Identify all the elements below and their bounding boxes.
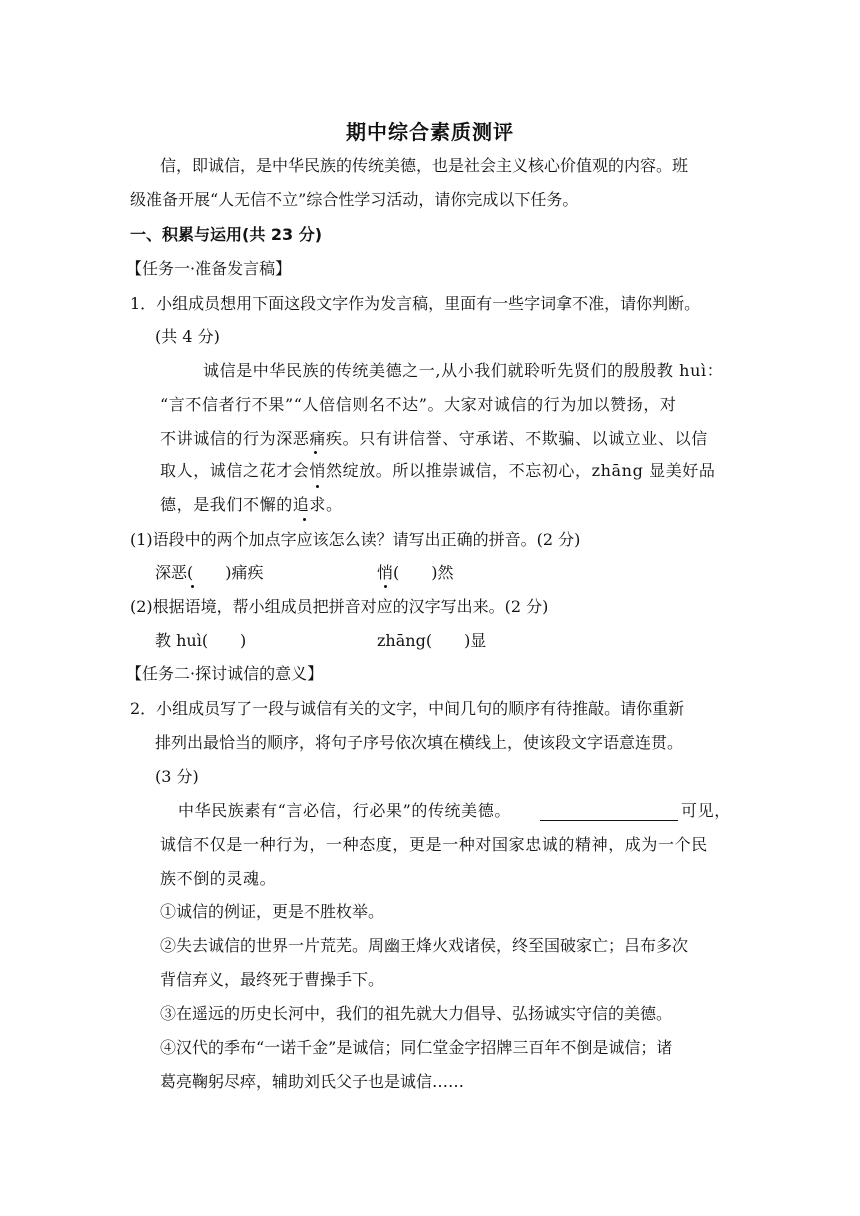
question-2-stem-line-3: (3 分): [155, 767, 199, 786]
q1-passage-line-4: 取人，诚信之花才会悄然绽放。所以推崇诚信，不忘初心，zhāng 显美好品: [160, 461, 716, 480]
q1-passage-line-5: 德，是我们不懈的追求。: [160, 495, 343, 514]
emphasis-dot-qiao: [316, 485, 319, 488]
option-4-line-1: ④汉代的季布“一诺千金”是诚信；同仁堂金字招牌三百年不倒是诚信；诸: [160, 1038, 673, 1057]
q1-sub-question-2: (2)根据语境，帮小组成员把拼音对应的汉字写出来。(2 分): [130, 597, 549, 616]
q2-passage-after-blank: 可见，: [681, 801, 731, 820]
page-title: 期中综合素质测评: [346, 120, 514, 144]
task-1-label: 【任务一·准备发言稿】: [126, 259, 292, 278]
emphasis-dot-e: [314, 451, 317, 454]
q1-sub-question-1: (1)语段中的两个加点字应该怎么读？请写出正确的拼音。(2 分): [130, 530, 581, 549]
task-2-label: 【任务二·探讨诚信的意义】: [126, 664, 324, 683]
intro-line-2: 级准备开展“人无信不立”综合性学习活动，请你完成以下任务。: [130, 190, 579, 209]
section-1-heading: 一、积累与运用(共 23 分): [130, 225, 323, 244]
option-4-line-2: 葛亮鞠躬尽瘁，辅助刘氏父子也是诚信……: [160, 1072, 465, 1091]
emphasis-dot-zhui: [303, 518, 306, 521]
q1-sub2-answer-b: zhāng( )显: [377, 631, 487, 650]
answer-blank[interactable]: [540, 820, 678, 821]
q2-passage-line-2: 诚信不仅是一种行为，一种态度，更是一种对国家忠诚的精神，成为一个民: [160, 835, 708, 854]
q1-sub1-answer-a: 深恶( )痛疾: [155, 563, 264, 582]
q1-passage-line-3: 不讲诚信的行为深恶痛疾。只有讲信誉、守承诺、不欺骗、以诚立业、以信: [160, 429, 708, 448]
q1-sub2-answer-a: 教 huì( ): [155, 631, 247, 650]
q2-passage-line-3: 族不倒的灵魂。: [160, 869, 277, 888]
q1-passage-line-2: “言不信者行不果”“人倍信则名不达”。大家对诚信的行为加以赞扬，对: [160, 395, 677, 414]
q2-passage-start: 中华民族素有“言必信，行必果”的传统美德。: [178, 801, 511, 820]
q1-sub1-answer-b: 悄( )然: [377, 563, 454, 582]
option-3: ③在遥远的历史长河中，我们的祖先就大力倡导、弘扬诚实守信的美德。: [160, 1004, 673, 1023]
question-1-stem-line-1: 1．小组成员想用下面这段文字作为发言稿，里面有一些字词拿不准，请你判断。: [130, 294, 701, 313]
question-2-stem-line-2: 排列出最恰当的顺序，将句子序号依次填在横线上，使该段文字语意连贯。: [155, 733, 684, 752]
option-1: ①诚信的例证，更是不胜枚举。: [160, 902, 385, 921]
emphasis-dot-e-answer: [191, 585, 194, 588]
question-1-stem-line-2: (共 4 分): [155, 327, 220, 346]
intro-line-1: 信，即诚信，是中华民族的传统美德，也是社会主义核心价值观的内容。班: [160, 156, 689, 175]
q1-passage-line-1: 诚信是中华民族的传统美德之一,从小我们就聆听先贤们的殷殷教 huì：: [203, 361, 724, 380]
question-2-stem-line-1: 2．小组成员写了一段与诚信有关的文字，中间几句的顺序有待推敲。请你重新: [130, 699, 685, 718]
emphasis-dot-qiao-answer: [384, 585, 387, 588]
option-2-line-2: 背信弃义，最终死于曹操手下。: [160, 970, 385, 989]
option-2-line-1: ②失去诚信的世界一片荒芜。周幽王烽火戏诸侯，终至国破家亡；吕布多次: [160, 936, 689, 955]
